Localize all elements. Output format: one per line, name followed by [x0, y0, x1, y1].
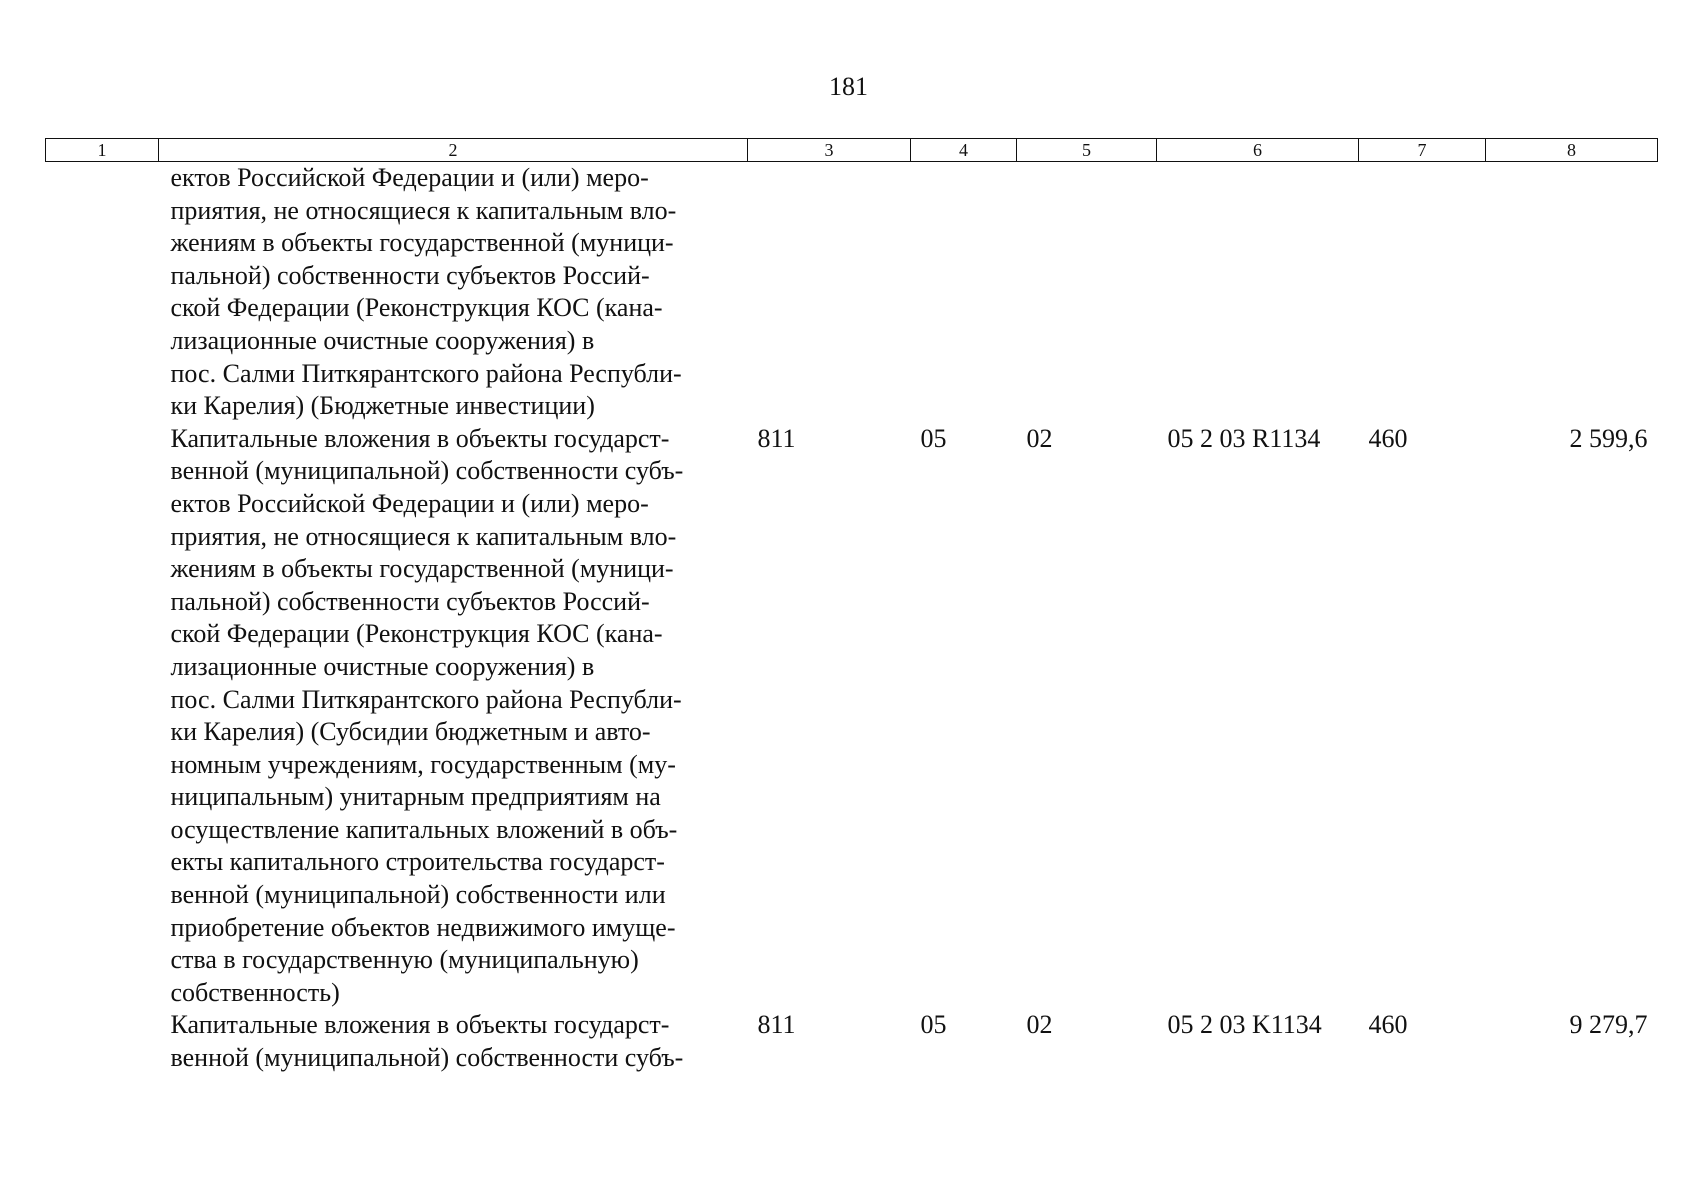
header-cell: 2	[159, 139, 748, 162]
table-row	[46, 1009, 1658, 1074]
section-code-cell	[911, 162, 1017, 423]
header-row	[46, 139, 1658, 162]
description-line: пос. Салми Питкярантского района Республи-	[170, 684, 682, 714]
description-line: номным учреждениям, государственным (му-	[170, 749, 676, 779]
subsection-code-cell: 02	[1026, 1010, 1053, 1040]
description-line: жениям в объекты государственной (муници-	[170, 554, 674, 584]
subsection-code-cell	[1017, 162, 1157, 423]
header-cell: 3	[748, 139, 911, 162]
header-cell: 6	[1157, 139, 1359, 162]
description-line: венной (муниципальной) собственности субъ-	[170, 456, 684, 486]
description-line: ской Федерации (Реконструкция КОС (кана-	[170, 619, 663, 649]
description-line: Капитальные вложения в объекты государст-	[170, 1010, 670, 1040]
description-line: пальной) собственности субъектов Россий-	[170, 260, 650, 290]
amount-cell	[1486, 162, 1658, 423]
description-cell	[46, 423, 748, 1010]
description-line: венной (муниципальной) собственности субъ-	[170, 1043, 684, 1073]
description-line: осуществление капитальных вложений в объ-	[170, 814, 678, 844]
table-row	[46, 423, 1658, 1010]
target-article-cell: 05 2 03 K1134	[1167, 1010, 1322, 1040]
description-cell	[46, 1009, 748, 1074]
description-line: лизационные очистные сооружения) в	[170, 325, 595, 355]
description-line: Капитальные вложения в объекты государст-	[170, 423, 670, 453]
target-article-cell: 05 2 03 R1134	[1167, 423, 1321, 453]
description-line: ской Федерации (Реконструкция КОС (кана-	[170, 293, 663, 323]
amount-cell: 2 599,6	[1569, 423, 1648, 453]
expense-type-cell	[1359, 162, 1486, 423]
description-line: ства в государственную (муниципальную)	[170, 945, 639, 975]
description-line: собственность)	[170, 977, 340, 1007]
header-cell: 1	[46, 139, 159, 162]
budget-table	[45, 138, 1658, 1075]
ministry-code-cell: 811	[757, 1010, 796, 1040]
header-cell: 5	[1017, 139, 1157, 162]
ministry-code-cell: 811	[757, 423, 796, 453]
description-line: приятия, не относящиеся к капитальным вло-	[170, 195, 677, 225]
description-line: приобретение объектов недвижимого имуще-	[170, 912, 676, 942]
description-line: приятия, не относящиеся к капитальным вло-	[170, 521, 677, 551]
description-line: жениям в объекты государственной (муници-	[170, 228, 674, 258]
header-cell: 8	[1486, 139, 1658, 162]
ministry-code-cell	[748, 162, 911, 423]
section-code-cell: 05	[920, 1010, 947, 1040]
description-line: ектов Российской Федерации и (или) меро-	[170, 488, 649, 518]
header-cell: 7	[1359, 139, 1486, 162]
description-line: лизационные очистные сооружения) в	[170, 651, 595, 681]
description-line: венной (муниципальной) собственности или	[170, 880, 666, 910]
description-line: пос. Салми Питкярантского района Республи-	[170, 358, 682, 388]
page-number: 181	[829, 72, 868, 101]
description-cell	[46, 162, 748, 423]
amount-cell: 9 279,7	[1569, 1010, 1648, 1040]
subsection-code-cell: 02	[1026, 423, 1053, 453]
expense-type-cell: 460	[1368, 423, 1408, 453]
header-cell: 4	[911, 139, 1017, 162]
table-body	[46, 162, 1658, 1075]
expense-type-cell: 460	[1368, 1010, 1408, 1040]
table-row	[46, 162, 1658, 423]
description-line: ки Карелия) (Бюджетные инвестиции)	[170, 391, 595, 421]
target-article-cell	[1157, 162, 1359, 423]
description-line: ектов Российской Федерации и (или) меро-	[170, 163, 649, 192]
description-line: ки Карелия) (Субсидии бюджетным и авто-	[170, 717, 651, 747]
section-code-cell: 05	[920, 423, 947, 453]
description-line: ниципальным) унитарным предприятиям на	[170, 782, 661, 812]
description-line: екты капитального строительства государст-	[170, 847, 665, 877]
description-line: пальной) собственности субъектов Россий-	[170, 586, 650, 616]
